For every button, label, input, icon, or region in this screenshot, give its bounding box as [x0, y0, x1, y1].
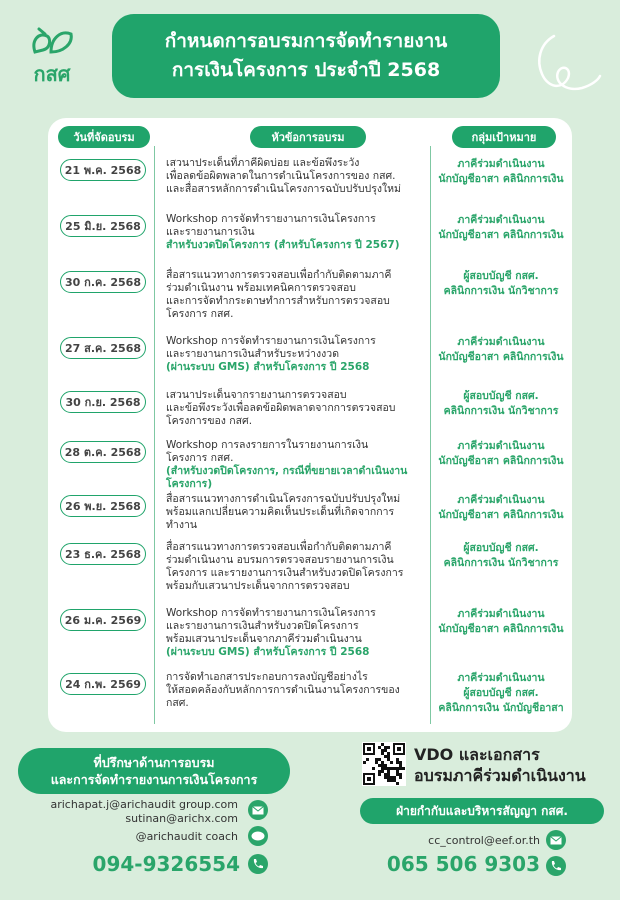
- training-date: 28 ต.ค. 2568: [60, 441, 146, 463]
- schedule-card: [48, 118, 572, 732]
- page-title: [112, 14, 500, 98]
- line-icon: [248, 826, 268, 846]
- topic-line: โครงการ กสศ.: [166, 452, 234, 464]
- target-audience: [436, 269, 566, 299]
- title-line-2: การเงินโครงการ ประจำปี 2568: [171, 59, 441, 81]
- topic-line: สื่อสารแนวทางการดำเนินโครงการฉบับปรับปรุงใหม่: [166, 493, 401, 505]
- topic-line: และรายงานการเงิน: [166, 226, 255, 238]
- training-topic: [166, 671, 426, 710]
- audience-line: ภาคีร่วมดำเนินงาน: [457, 672, 545, 684]
- topic-line: กสศ.: [166, 697, 189, 709]
- target-audience: [436, 493, 566, 523]
- topic-line: โครงการ และรายงานการเงินสำหรับงวดปิดโครงการ: [166, 567, 404, 579]
- target-audience: [436, 541, 566, 571]
- audience-line: ภาคีร่วมดำเนินงาน: [457, 494, 545, 506]
- vdo-line-1: VDO และเอกสาร: [414, 745, 540, 764]
- audience-line: คลินิกการเงิน นักวิชาการ: [443, 557, 559, 569]
- consultant-title-line-2: และการจัดทำรายงานการเงินโครงการ: [50, 772, 258, 787]
- mail-icon: [248, 800, 268, 820]
- training-date: 25 มิ.ย. 2568: [60, 215, 146, 237]
- audience-line: ผู้สอบบัญชี กสศ.: [463, 390, 539, 402]
- qr-code-icon[interactable]: [362, 742, 406, 786]
- audience-line: ภาคีร่วมดำเนินงาน: [457, 440, 545, 452]
- audience-line: ภาคีร่วมดำเนินงาน: [457, 608, 545, 620]
- training-date: 21 พ.ค. 2568: [60, 159, 146, 181]
- audience-line: ภาคีร่วมดำเนินงาน: [457, 214, 545, 226]
- topic-line: การจัดทำเอกสารประกอบการลงบัญชีอย่างไร: [166, 671, 368, 683]
- target-audience: [436, 671, 566, 716]
- consultant-email-2[interactable]: sutinan@arichx.com: [125, 812, 238, 825]
- topic-line: และรายงานการเงินสำหรับงวดปิดโครงการ: [166, 620, 359, 632]
- eef-logo-icon: [29, 26, 75, 56]
- audience-line: ผู้สอบบัญชี กสศ.: [463, 542, 539, 554]
- training-topic: [166, 493, 426, 532]
- target-audience: [436, 157, 566, 187]
- training-date: 24 ก.พ. 2569: [60, 673, 146, 695]
- topic-line: และข้อพึงระวังเพื่อลดข้อผิดพลาดจากการตรวจสอบ: [166, 402, 396, 414]
- training-topic: [166, 269, 426, 321]
- topic-line: เพื่อลดข้อผิดพลาดในการดำเนินโครงการของ กสศ.: [166, 170, 396, 182]
- target-audience: [436, 213, 566, 243]
- audience-line: คลินิกการเงิน นักวิชาการ: [443, 285, 559, 297]
- training-topic: [166, 607, 426, 659]
- topic-line: และสื่อสารหลักการดำเนินโครงการฉบับปรับปรุงใหม่: [166, 183, 401, 195]
- topic-line: พร้อมเสวนาประเด็นจากภาคีร่วมดำเนินงาน: [166, 633, 362, 645]
- training-topic: [166, 389, 426, 428]
- topic-line: และรายงานการเงินสำหรับระหว่างงวด: [166, 348, 340, 360]
- topic-highlight: (สำหรับงวดปิดโครงการ, กรณีที่ขยายเวลาดำเนินงานโครงการ): [166, 465, 408, 490]
- consultant-title-line-1: ที่ปรึกษาด้านการอบรม: [93, 755, 215, 770]
- logo-text: กสศ: [33, 62, 71, 86]
- topic-line: โครงการ กสศ.: [166, 308, 234, 320]
- consultant-heading: [18, 748, 290, 794]
- phone-icon: [546, 856, 566, 876]
- target-audience: [436, 389, 566, 419]
- audience-line: ภาคีร่วมดำเนินงาน: [457, 336, 545, 348]
- contract-department-label: ฝ่ายกำกับและบริหารสัญญา กสศ.: [360, 798, 604, 824]
- training-date: 26 พ.ย. 2568: [60, 495, 146, 517]
- header-date: วันที่จัดอบรม: [58, 126, 150, 148]
- topic-line: พร้อมแลกเปลี่ยนความคิดเห็นประเด็นที่เกิดจากการ: [166, 506, 395, 518]
- topic-line: Workshop การจัดทำรายงานการเงินโครงการ: [166, 607, 376, 619]
- audience-line: ภาคีร่วมดำเนินงาน: [457, 158, 545, 170]
- topic-highlight: (ผ่านระบบ GMS) สำหรับโครงการ ปี 2568: [166, 646, 370, 658]
- topic-line: ทำงาน: [166, 519, 198, 531]
- swirl-decoration-icon: [532, 30, 604, 98]
- title-line-1: กำหนดการอบรมการจัดทำรายงาน: [164, 30, 448, 52]
- target-audience: [436, 335, 566, 365]
- header-topic: หัวข้อการอบรม: [250, 126, 366, 148]
- column-divider: [430, 146, 431, 724]
- training-topic: [166, 335, 426, 374]
- topic-line: Workshop การจัดทำรายงานการเงินโครงการ: [166, 213, 376, 225]
- header-audience: กลุ่มเป้าหมาย: [452, 126, 556, 148]
- training-date: 30 ก.ย. 2568: [60, 391, 146, 413]
- topic-line: พร้อมกับเสวนาประเด็นจากการตรวจสอบ: [166, 580, 350, 592]
- consultant-email-1[interactable]: arichapat.j@arichaudit group.com: [50, 798, 238, 811]
- topic-line: โครงการของ กสศ.: [166, 415, 253, 427]
- target-audience: [436, 607, 566, 637]
- topic-line: และการจัดทำกระดาษทำการสำหรับการตรวจสอบ: [166, 295, 390, 307]
- audience-line: ผู้สอบบัญชี กสศ.: [463, 687, 539, 699]
- vdo-line-2: อบรมภาคีร่วมดำเนินงาน: [414, 766, 586, 785]
- audience-line: นักบัญชีอาสา คลินิกการเงิน: [438, 509, 564, 521]
- mail-icon: [546, 830, 566, 850]
- training-topic: [166, 213, 426, 252]
- training-topic: [166, 439, 426, 491]
- topic-line: สื่อสารแนวทางการตรวจสอบเพื่อกำกับติดตามภาคี: [166, 541, 392, 553]
- training-date: 30 ก.ค. 2568: [60, 271, 146, 293]
- topic-line: Workshop การจัดทำรายงานการเงินโครงการ: [166, 335, 376, 347]
- topic-line: ร่วมดำเนินงาน พร้อมเทคนิคการตรวจสอบ: [166, 282, 356, 294]
- target-audience: [436, 439, 566, 469]
- audience-line: นักบัญชีอาสา คลินิกการเงิน: [438, 229, 564, 241]
- topic-highlight: สำหรับงวดปิดโครงการ (สำหรับโครงการ ปี 2567): [166, 239, 400, 251]
- audience-line: นักบัญชีอาสา คลินิกการเงิน: [438, 351, 564, 363]
- training-topic: [166, 541, 426, 593]
- audience-line: นักบัญชีอาสา คลินิกการเงิน: [438, 455, 564, 467]
- topic-line: เสวนาประเด็นจากรายงานการตรวจสอบ: [166, 389, 347, 401]
- topic-line: สื่อสารแนวทางการตรวจสอบเพื่อกำกับติดตามภาคี: [166, 269, 392, 281]
- audience-line: นักบัญชีอาสา คลินิกการเงิน: [438, 173, 564, 185]
- topic-line: ร่วมดำเนินงาน อบรมการตรวจสอบรายงานการเงิน: [166, 554, 394, 566]
- phone-icon: [248, 854, 268, 874]
- consultant-line-id[interactable]: @arichaudit coach: [135, 830, 238, 843]
- logo: [22, 26, 82, 90]
- department-email[interactable]: cc_control@eef.or.th: [428, 834, 540, 847]
- training-date: 27 ส.ค. 2568: [60, 337, 146, 359]
- training-date: 26 ม.ค. 2569: [60, 609, 146, 631]
- topic-line: Workshop การลงรายการในรายงานการเงิน: [166, 439, 369, 451]
- department-phone[interactable]: 065 506 9303: [386, 852, 540, 876]
- audience-line: คลินิกการเงิน นักวิชาการ: [443, 405, 559, 417]
- training-topic: [166, 157, 426, 196]
- vdo-heading: [414, 744, 586, 786]
- audience-line: ผู้สอบบัญชี กสศ.: [463, 270, 539, 282]
- column-divider: [154, 146, 155, 724]
- consultant-phone[interactable]: 094-9326554: [92, 852, 240, 876]
- topic-line: เสวนาประเด็นที่ภาคีผิดบ่อย และข้อพึงระวัง: [166, 157, 360, 169]
- topic-highlight: (ผ่านระบบ GMS) สำหรับโครงการ ปี 2568: [166, 361, 370, 373]
- audience-line: คลินิกการเงิน นักบัญชีอาสา: [438, 702, 564, 714]
- audience-line: นักบัญชีอาสา คลินิกการเงิน: [438, 623, 564, 635]
- topic-line: ให้สอดคล้องกับหลักการการดำเนินงานโครงการของ: [166, 684, 400, 696]
- training-date: 23 ธ.ค. 2568: [60, 543, 146, 565]
